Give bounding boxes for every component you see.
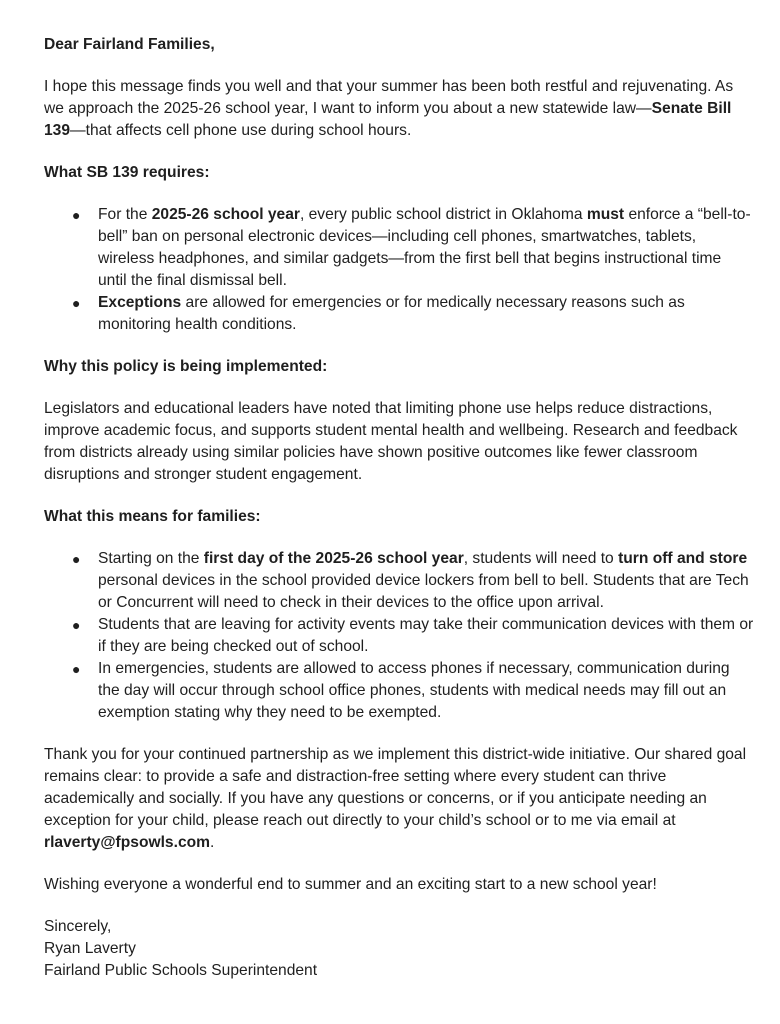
senate-bill-name: Senate Bill 139 [44, 100, 732, 139]
signoff [44, 916, 754, 982]
email-address: rlaverty@fpsowls.com [44, 834, 211, 851]
item-text: , students will need to [463, 550, 619, 567]
bullet-icon: ● [72, 661, 81, 677]
signoff-salutation: Sincerely, [44, 918, 112, 935]
closing-paragraph [44, 744, 754, 854]
list-item [44, 204, 754, 292]
item-bold: must [586, 206, 625, 223]
list-item [44, 658, 754, 724]
wish-paragraph: Wishing everyone a wonderful end to summer and an exciting start to a new school year! [44, 876, 657, 893]
bullet-icon: ● [72, 207, 81, 223]
list-item [44, 548, 754, 614]
requires-list [44, 204, 754, 336]
item-text: are allowed for emergencies or for medically necessary reasons such as monitoring health conditions. [98, 294, 685, 333]
item-text: enforce a “bell-to-bell” ban on personal electronic devices—including cell phones, smartwatches, tablets, wireless headphones, and similar gadgets—from the first bell that begins instructional time until the final dismissal bell. [98, 206, 751, 289]
closing-text-1: Thank you for your continued partnership as we implement this district-wide initiative. Our shared goal remains clear: to provide a safe and distraction-free setting where every student can thrive academically and socially. If you have any questions or concerns, or if you anticipate needing an exception for your child, please reach out directly to your child’s school or to me via email at [44, 746, 747, 829]
item-bold: first day of the 2025-26 school year [203, 550, 464, 567]
bullet-icon: ● [72, 295, 81, 311]
item-bold: turn off and store [618, 550, 748, 567]
requires-heading: What SB 139 requires: [44, 164, 210, 181]
intro-text-1: I hope this message finds you well and that your summer has been both restful and rejuvenating. As we approach the 2025-26 school year, I want to inform you about a new statewide law— [44, 78, 734, 117]
signoff-name: Ryan Laverty [44, 940, 136, 957]
intro-paragraph [44, 76, 754, 142]
closing-text-2: . [210, 834, 215, 851]
signoff-title: Fairland Public Schools Superintendent [44, 962, 318, 979]
list-item [44, 614, 754, 658]
bullet-icon: ● [72, 551, 81, 567]
letter [44, 34, 754, 982]
item-text: For the [98, 206, 152, 223]
item-text: Starting on the [98, 550, 204, 567]
intro-text-2: —that affects cell phone use during school hours. [70, 122, 412, 139]
list-item [44, 292, 754, 336]
item-bold: Exceptions [98, 294, 182, 311]
item-text: Students that are leaving for activity events may take their communication devices with them or if they are being checked out of school. [98, 616, 754, 655]
item-text: , every public school district in Oklahoma [299, 206, 587, 223]
item-text: personal devices in the school provided device lockers from bell to bell. Students that are Tech or Concurrent will need to check in their devices to the office upon arrival. [98, 572, 749, 611]
why-paragraph: Legislators and educational leaders have noted that limiting phone use helps reduce distractions, improve academic focus, and supports student mental health and wellbeing. Research and feedback from districts already using similar policies have shown positive outcomes like fewer classroom disruptions and stronger student engagement. [44, 400, 738, 483]
why-heading: Why this policy is being implemented: [44, 358, 328, 375]
families-heading: What this means for families: [44, 508, 261, 525]
families-list [44, 548, 754, 724]
item-text: In emergencies, students are allowed to access phones if necessary, communication during the day will occur through school office phones, students with medical needs may fill out an exemption stating why they need to be exempted. [98, 660, 730, 721]
greeting: Dear Fairland Families, [44, 36, 215, 53]
item-bold: 2025-26 school year [151, 206, 300, 223]
bullet-icon: ● [72, 617, 81, 633]
